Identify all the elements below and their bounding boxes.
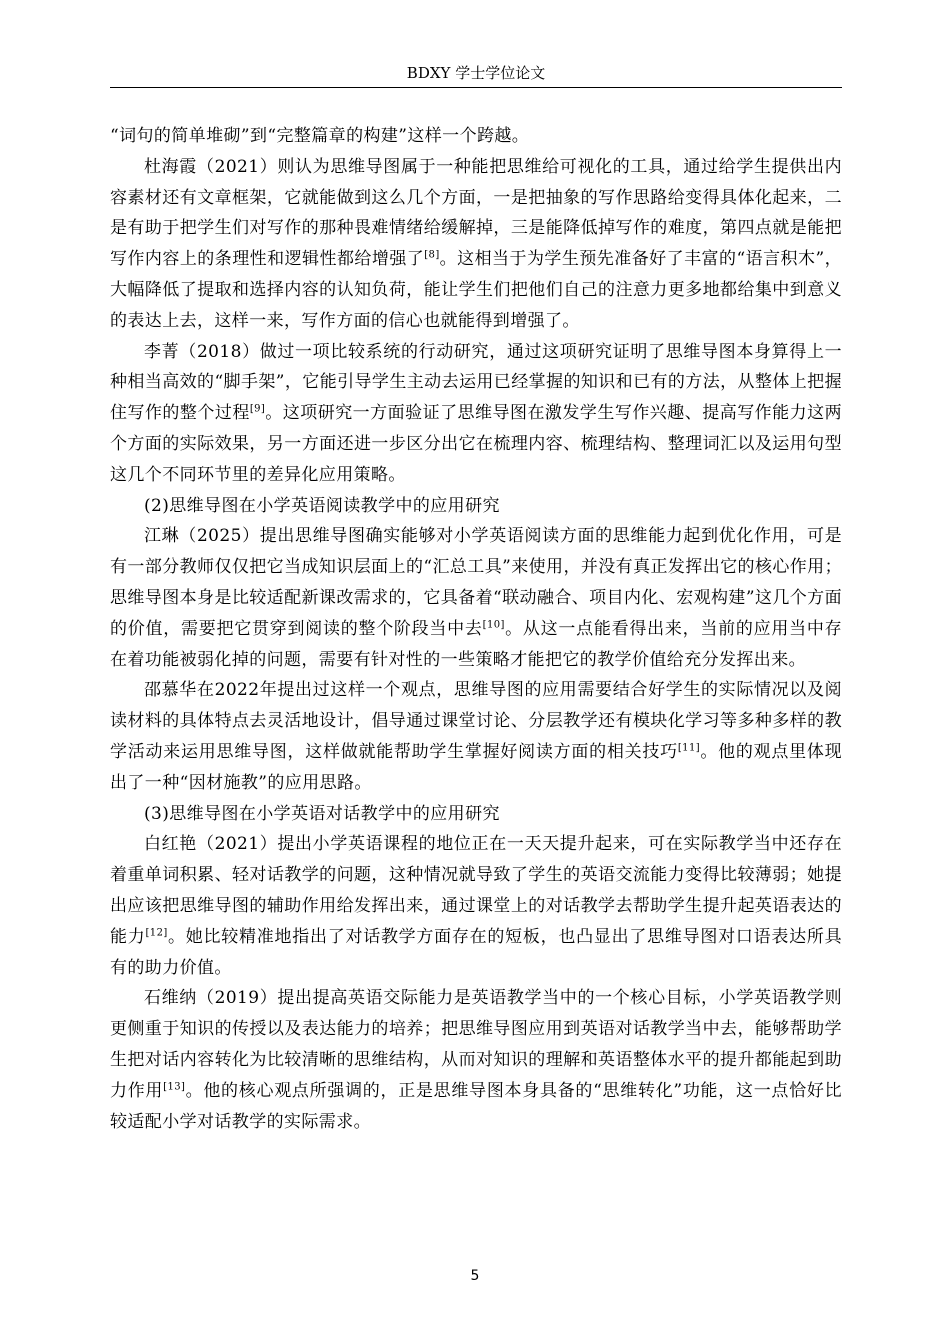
paragraph-shao-muhua: 邵慕华在2022年提出过这样一个观点，思维导图的应用需要结合好学生的实际情况以及阅读材料的具体特点去灵活地设计，倡导通过课堂讨论、分层教学还有模块化学习等多种多样的教学活动来运用思维导图，这样做就能帮助学生掌握好阅读方面的相关技巧[11]。他的观点里体现出了一种“因材施教”的应用思路。 [110,680,842,793]
paragraph-li-jing: 李菁（2018）做过一项比较系统的行动研究，通过这项研究证明了思维导图本身算得上一种相当高效的“脚手架”，它能引导学生主动去运用已经掌握的知识和已有的方法，从整体上把握住写作的整个过程[9]。这项研究一方面验证了思维导图在激发学生写作兴趣、提高写作能力这两个方面的实际效果，另一方面还进一步区分出它在梳理内容、梳理结构、整理词汇以及运用句型这几个不同环节里的差异化应用策略。 [110,341,842,485]
paragraph-bai-hongyan: 白红艳（2021）提出小学英语课程的地位正在一天天提升起来，可在实际教学当中还存在着重单词积累、轻对话教学的问题，这种情况就导致了学生的英语交流能力变得比较薄弱；她提出应该把思维导图的辅助作用给发挥出来，通过课堂上的对话教学去帮助学生提升起英语表达的能力[12]。她比较精准地指出了对话教学方面存在的短板，也凸显出了思维导图对口语表达所具有的助力价值。 [110,834,842,978]
citation: [9] [249,403,266,415]
section-heading-dialogue: (3)思维导图在小学英语对话教学中的应用研究 [144,803,500,824]
header-divider [110,87,842,88]
page-number: 5 [470,1268,480,1284]
citation: [13] [163,1081,186,1093]
citation: [12] [145,927,168,939]
section-heading-reading: (2)思维导图在小学英语阅读教学中的应用研究 [144,495,500,516]
citation: [11] [677,742,701,754]
page-header: BDXY 学士学位论文 [406,64,546,82]
paragraph-continuation: “词句的简单堆砌”到“完整篇章的构建”这样一个跨越。 [110,126,530,146]
paragraph-jiang-lin: 江琳（2025）提出思维导图确实能够对小学英语阅读方面的思维能力起到优化作用，可是有一部分教师仅仅把它当成知识层面上的“汇总工具”来使用，并没有真正发挥出它的核心作用；思维导图本身是比较适配新课改需求的，它具备着“联动融合、项目内化、宏观构建”这几个方面的价值，需要把它贯穿到阅读的整个阶段当中去[10]。从这一点能看得出来，当前的应用当中存在着功能被弱化掉的问题，需要有针对性的一些策略才能把它的教学价值给充分发挥出来。 [110,526,842,670]
citation: [10] [482,619,505,631]
document-body [110,121,842,1137]
citation: [8] [424,249,440,261]
paragraph-du-haixia: 杜海霞（2021）则认为思维导图属于一种能把思维给可视化的工具，通过给学生提供出内容素材还有文章框架，它就能做到这么几个方面，一是把抽象的写作思路给变得具体化起来，二是有助于把学生们对写作的那种畏难情绪给缓解掉，三是能降低掉写作的难度，第四点就是能把写作内容上的条理性和逻辑性都给增强了[8]。这相当于为学生预先准备好了丰富的“语言积木”，大幅降低了提取和选择内容的认知负荷，能让学生们把他们自己的注意力更多地都给集中到意义的表达上去，这样一来，写作方面的信心也就能得到增强了。 [110,156,842,331]
paragraph-shi-weina: 石维纳（2019）提出提高英语交际能力是英语教学当中的一个核心目标，小学英语教学则更侧重于知识的传授以及表达能力的培养；把思维导图应用到英语对话教学当中去，能够帮助学生把对话内容转化为比较清晰的思维结构，从而对知识的理解和英语整体水平的提升都能起到助力作用[13]。他的核心观点所强调的，正是思维导图本身具备的“思维转化”功能，这一点恰好比较适配小学对话教学的实际需求。 [110,988,842,1132]
